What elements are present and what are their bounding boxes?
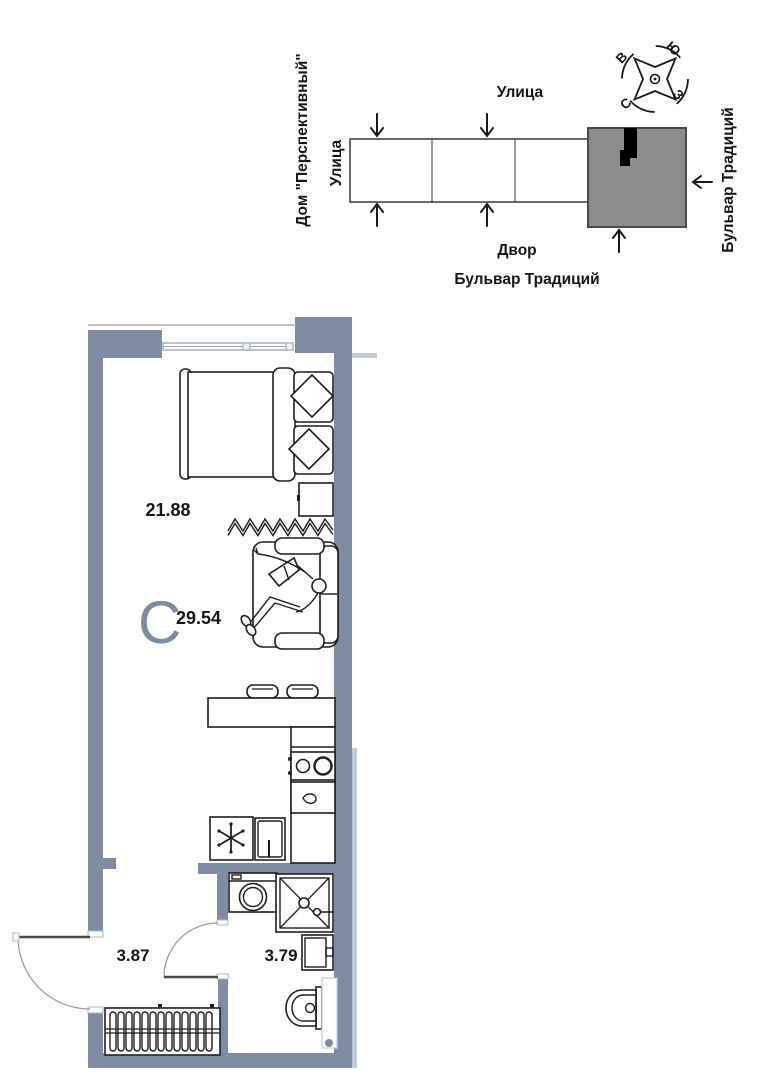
- head: [312, 579, 326, 593]
- stove-knob: [288, 757, 292, 761]
- bed-headboard: [273, 368, 295, 481]
- wall-hall-stub: [103, 858, 116, 869]
- nightstand: [297, 483, 333, 516]
- kitchen-cabinet: [255, 818, 285, 860]
- kitchen-sink: [291, 782, 335, 813]
- wall-top-right: [295, 317, 352, 353]
- compass-rose-icon: [613, 38, 688, 112]
- arrow-down-icon: [371, 114, 383, 136]
- neighbor-wall-strip-right: [352, 748, 357, 1068]
- sofa-armrest: [275, 633, 324, 649]
- window-handle: [243, 343, 250, 350]
- door-swing-arc: [164, 923, 218, 977]
- washing-machine: [229, 873, 277, 912]
- compass-hub-dot: [654, 78, 657, 81]
- studio-letter: С: [138, 589, 182, 656]
- riser-pipe: [325, 1039, 333, 1047]
- fridge: [210, 817, 253, 860]
- arrow-up-icon: [481, 204, 493, 226]
- boulevard-right-label: Бульвар Традиций: [720, 107, 737, 253]
- arrow-left-icon: [693, 176, 712, 188]
- wall-top-left: [88, 330, 162, 358]
- house-name-label: Дом "Перспективный": [294, 53, 311, 227]
- wardrobe: [105, 1004, 220, 1055]
- wall-right: [334, 353, 352, 1068]
- boulevard-bottom-label: Бульвар Традиций: [454, 271, 600, 288]
- street-left-label: Улица: [328, 139, 345, 187]
- shower: [276, 874, 334, 932]
- bar-stool: [247, 685, 278, 698]
- compass-west-label: З: [670, 86, 687, 103]
- arrow-up-icon: [613, 230, 625, 252]
- shower-mixer: [314, 909, 321, 916]
- kitchen: [208, 685, 335, 863]
- shower-drain: [299, 898, 309, 908]
- burner: [315, 758, 332, 775]
- bed: [180, 368, 333, 481]
- stove: [288, 752, 335, 780]
- stove-knob: [288, 771, 292, 775]
- nightstand-handle: [297, 495, 300, 501]
- bathroom-door: [164, 920, 228, 979]
- compass-east-label: В: [612, 48, 631, 67]
- total-area-label: 29.54: [176, 608, 222, 628]
- bar-stool: [287, 685, 318, 698]
- bathroom-sink: [302, 935, 333, 970]
- wall-left-upper: [88, 330, 103, 937]
- utility-duct: [322, 978, 337, 1048]
- compass-north-label: С: [617, 94, 635, 113]
- entrance-door: [13, 931, 103, 1013]
- toilet: [286, 987, 322, 1029]
- arrow-up-icon: [371, 204, 383, 226]
- site-plan: [294, 38, 737, 288]
- bed-mattress: [188, 372, 276, 477]
- burner: [297, 760, 310, 773]
- hallway-area-label: 3.87: [116, 946, 150, 965]
- window-handle: [286, 343, 293, 350]
- floor-plan: [13, 317, 377, 1068]
- wardrobe-mark: [158, 1004, 162, 1008]
- neighbor-wall-stub-top: [352, 353, 377, 358]
- sofa-armrest: [275, 538, 324, 554]
- bar-counter: [208, 698, 335, 727]
- courtyard-label: Двор: [497, 242, 537, 259]
- wardrobe-mark: [210, 1004, 214, 1008]
- wall-bath-upper: [217, 874, 228, 925]
- sofa: [239, 538, 338, 649]
- room-area-label: 21.88: [145, 500, 191, 520]
- building-outline: [350, 139, 588, 202]
- arrow-down-icon: [481, 114, 493, 136]
- street-top-label: Улица: [496, 84, 544, 101]
- toilet-tank: [316, 987, 322, 1029]
- bathroom-area-label: 3.79: [264, 946, 298, 965]
- door-swing-arc: [18, 937, 90, 1009]
- curtain-zigzag: [228, 519, 333, 536]
- compass-south-label: Ю: [663, 38, 684, 59]
